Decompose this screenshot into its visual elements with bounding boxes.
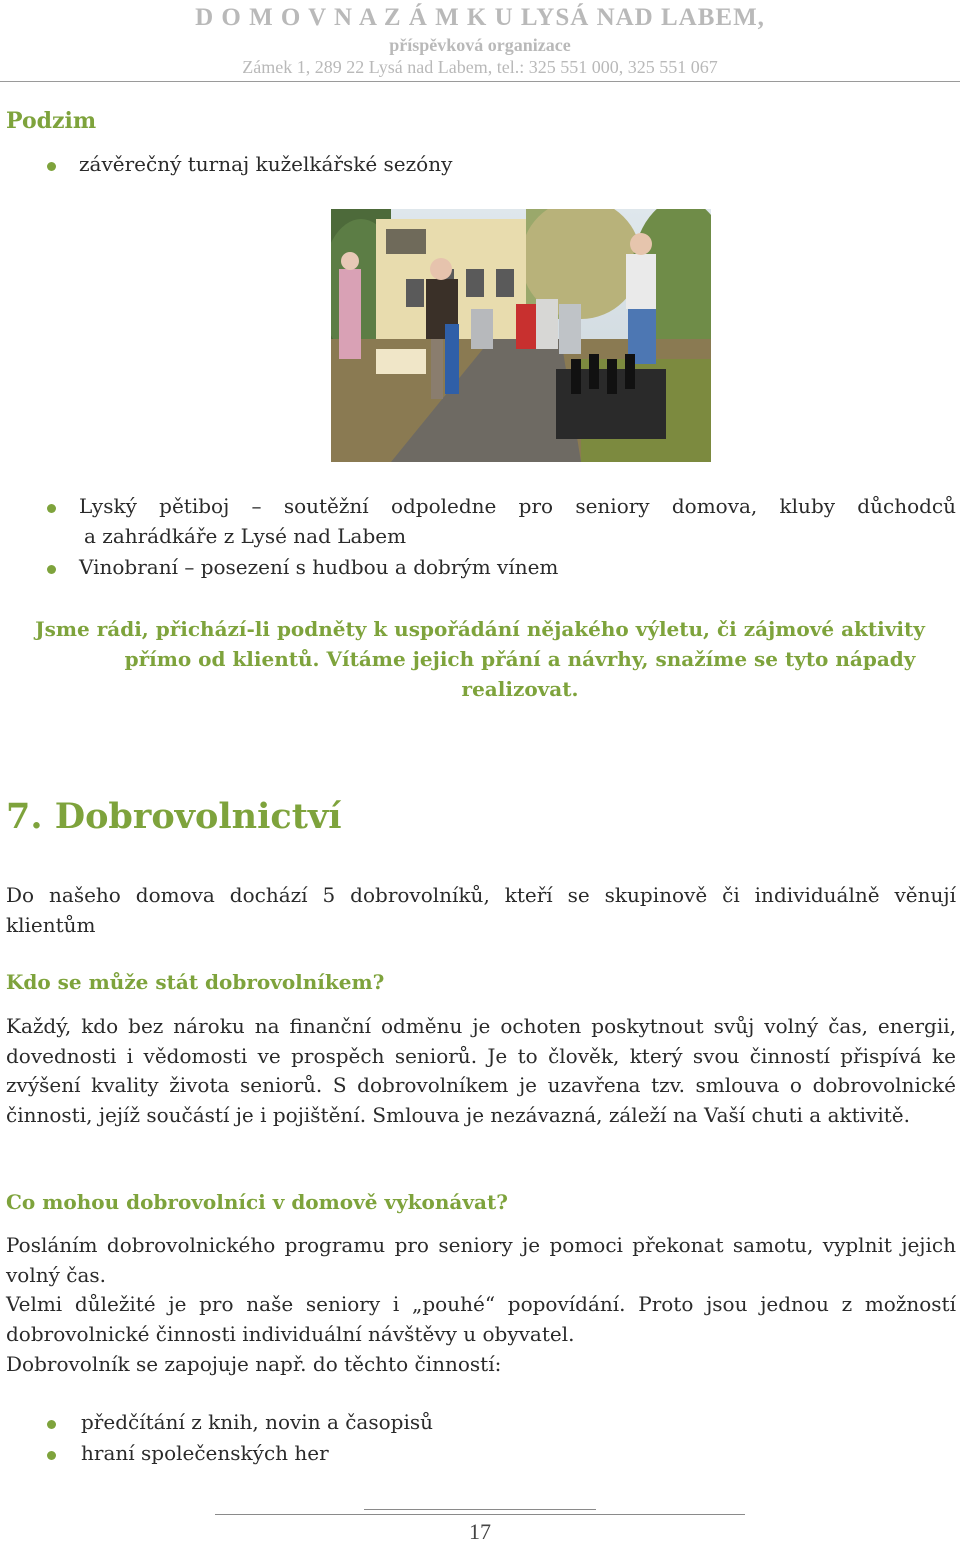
page-header	[0, 0, 960, 82]
bullet-icon	[47, 162, 56, 171]
section-intro: Do našeho domova dochází 5 dobrovolníků, kteří se skupinově či individuálně věnují klientům	[6, 883, 956, 937]
bowling-tournament-image	[331, 209, 711, 462]
list-item-text: a zahrádkáře z Lysé nad Labem	[84, 524, 407, 548]
list-item-text: předčítání z knih, novin a časopisů	[81, 1410, 433, 1434]
season-heading: Podzim	[6, 108, 97, 134]
section-heading: 7. Dobrovolnictví	[6, 796, 342, 837]
question-heading: Co mohou dobrovolníci v domově vykonávat?	[6, 1190, 508, 1214]
list-item-text: závěrečný turnaj kuželkářské sezóny	[79, 152, 453, 176]
page-number: 17	[469, 1519, 491, 1544]
header-divider	[0, 81, 960, 82]
list-item-text: Vinobraní – posezení s hudbou a dobrým vínem	[79, 555, 559, 579]
footer-divider	[364, 1509, 596, 1510]
callout-line: přímo od klientů. Vítáme jejich přání a návrhy, snažíme se tyto nápady	[124, 647, 916, 671]
callout-line: Jsme rádi, přichází-li podněty k uspořádání nějakého výletu, či zájmové aktivity	[35, 617, 925, 641]
bullet-icon	[47, 1451, 56, 1460]
answer-paragraph: Dobrovolník se zapojuje např. do těchto činností:	[6, 1352, 502, 1376]
event-photo	[331, 209, 711, 462]
header-address: Zámek 1, 289 22 Lysá nad Labem, tel.: 325 551 000, 325 551 067	[242, 57, 718, 77]
header-title: D O M O V N A Z Á M K U LYSÁ NAD LABEM,	[195, 4, 765, 31]
footer-divider	[215, 1514, 745, 1515]
answer-paragraph: Velmi důležité je pro naše seniory i „pouhé“ popovídání. Proto jsou jednou z možností dobrovolnické činnosti individuální návštěvy u obyvatel.	[6, 1292, 956, 1346]
bullet-icon	[47, 1420, 56, 1429]
list-item-text: hraní společenských her	[81, 1441, 329, 1465]
question-heading: Kdo se může stát dobrovolníkem?	[6, 970, 385, 994]
callout-line: realizovat.	[461, 677, 579, 701]
header-subtitle: příspěvková organizace	[389, 35, 571, 55]
bullet-icon	[47, 504, 56, 513]
bullet-icon	[47, 565, 56, 574]
answer-paragraph: Každý, kdo bez nároku na finanční odměnu je ochoten poskytnout svůj volný čas, energii, dovednosti i vědomosti ve prospěch seniorů. Je to člověk, který svou činností přispívá ke zvýšení kvality života seniorů. S dobrovolníkem je uzavřena tzv. smlouva o dobrovolnické činnosti, jejíž součástí je i pojištění. Smlouva je nezávazná, záleží na Vaší chuti a aktivitě.	[6, 1014, 956, 1127]
list-item-text: Lyský pětiboj – soutěžní odpoledne pro seniory domova, kluby důchodců	[79, 494, 956, 518]
answer-paragraph: Posláním dobrovolnického programu pro seniory je pomoci překonat samotu, vyplnit jejich volný čas.	[6, 1233, 956, 1287]
